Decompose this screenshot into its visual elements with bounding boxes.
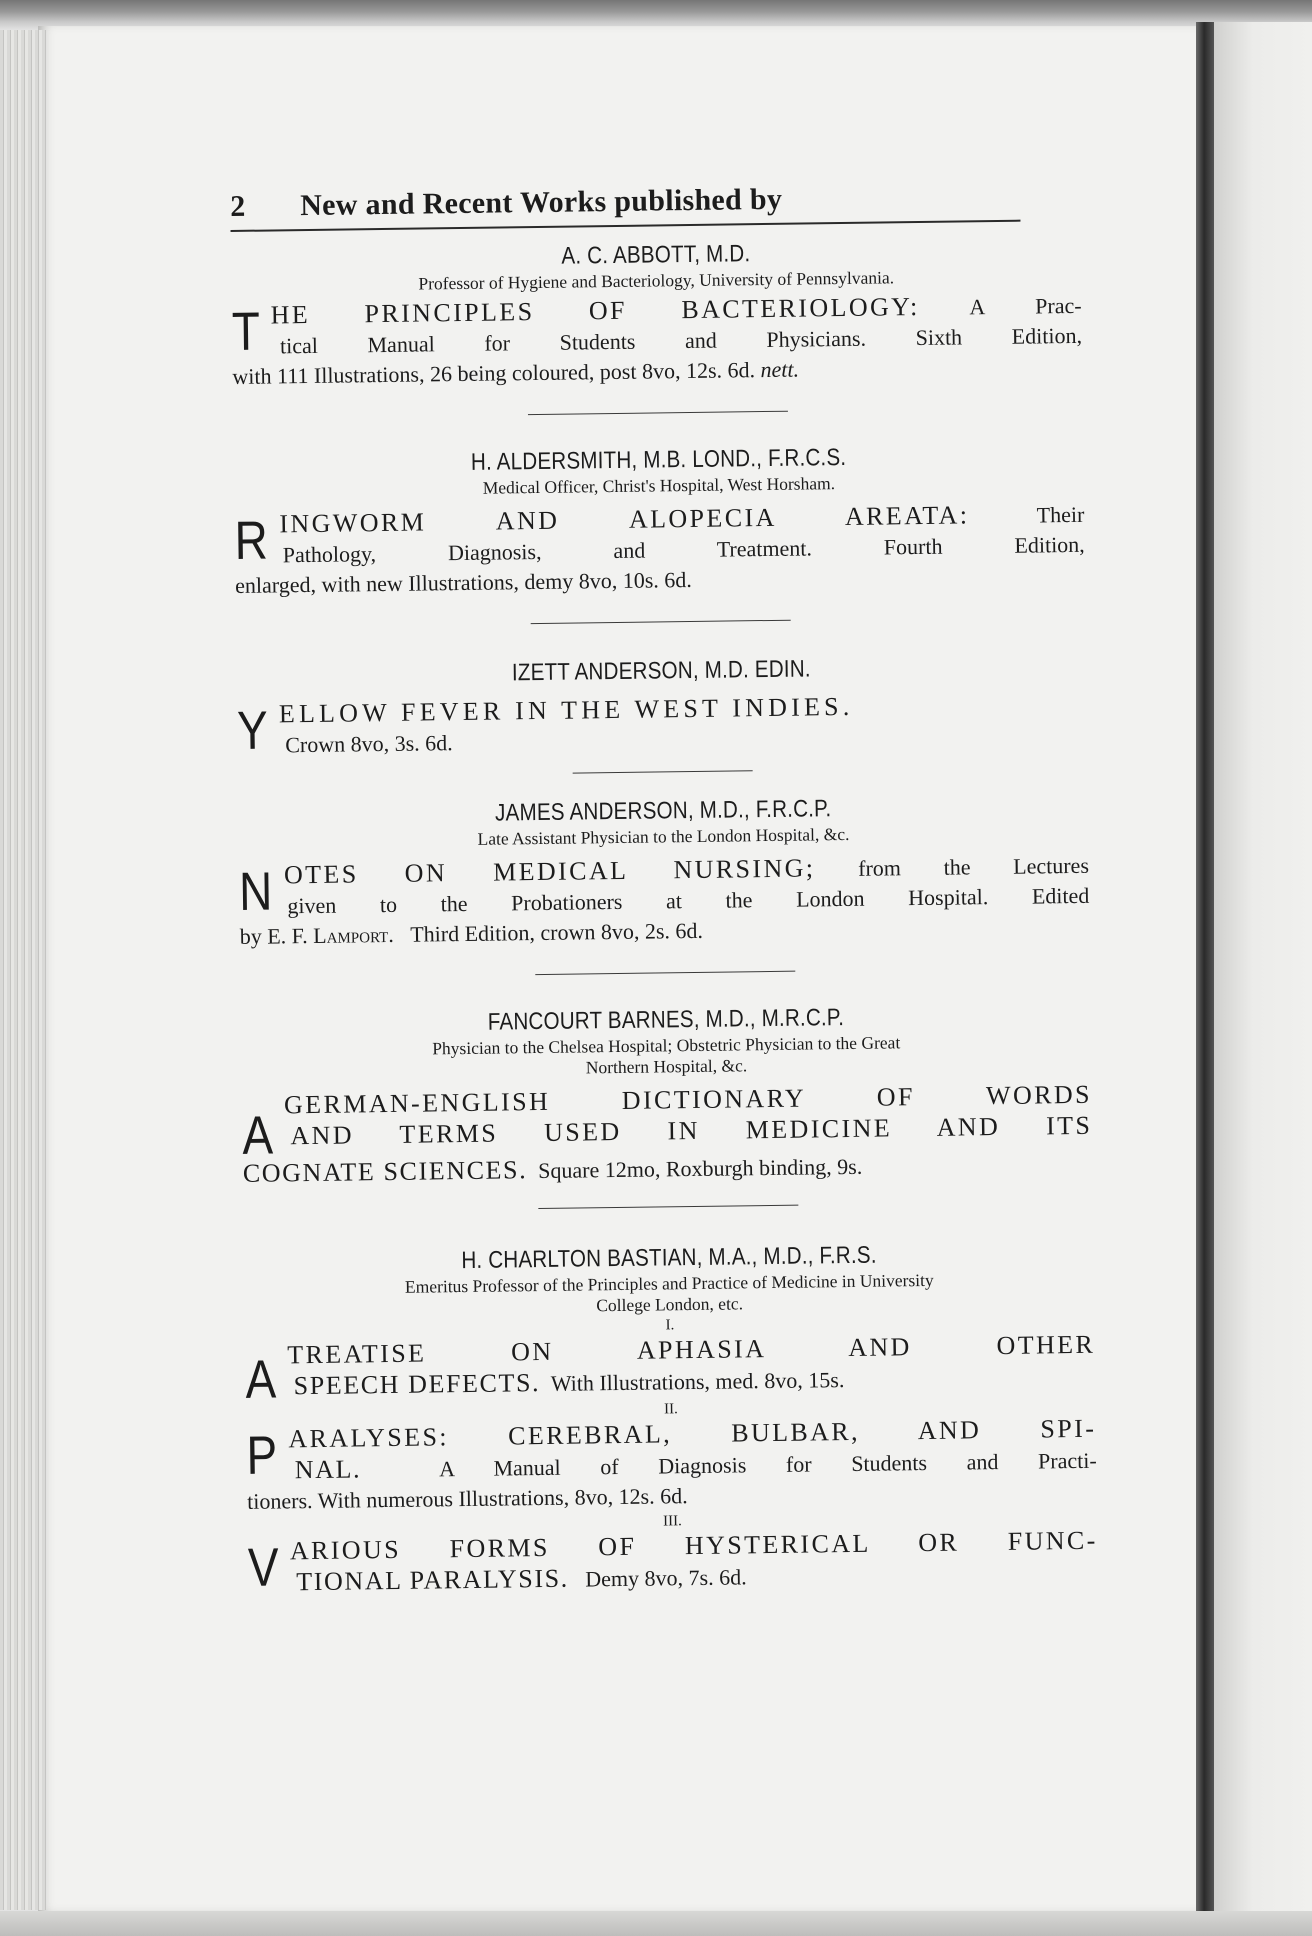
book-details: with 111 Illustrations, 26 being coloured, post 8vo, 12s. 6d. [232, 357, 756, 389]
book-details: With Illustrations, med. 8vo, 15s. [550, 1367, 845, 1396]
book-listing [234, 499, 1085, 601]
section-divider [535, 971, 795, 975]
book-description: A Prac- [969, 292, 1082, 320]
drop-cap: V [247, 1537, 280, 1598]
author-affiliation: Late Assistant Physician to the London Hospital, &c. [477, 823, 850, 849]
drop-cap: P [246, 1425, 278, 1486]
book-listing [242, 1080, 1093, 1190]
running-head [230, 180, 1020, 232]
author-affiliation: Professor of Hygiene and Bacteriology, University of Pennsylvania. [418, 267, 895, 294]
book-title-cont: NAL. [294, 1454, 362, 1485]
book-title: GERMAN-ENGLISH DICTIONARY OF WORDS [283, 1079, 1093, 1120]
author-affiliation: Emeritus Professor of the Principles and Practice of Medicine in University [404, 1269, 934, 1297]
author-affiliation-cont: Northern Hospital, &c. [585, 1055, 748, 1078]
book-title: HE PRINCIPLES OF BACTERIOLOGY: [270, 291, 920, 330]
entry-bastian [244, 1238, 1099, 1599]
book-details: Demy 8vo, 7s. 6d. [585, 1564, 747, 1592]
book-description-line: Pathology, Diagnosis, and Treatment. Fourth Edition, [282, 531, 1085, 568]
book-title: OTES ON MEDICAL NURSING; [283, 853, 816, 890]
book-description-line: given to the Probationers at the London Hospital. Edited [287, 882, 1090, 919]
page-number: 2 [230, 189, 246, 223]
book-gutter [1196, 22, 1214, 1912]
drop-cap: R [234, 510, 269, 571]
drop-cap: A [241, 1105, 274, 1166]
book-title-cont: AND TERMS USED IN MEDICINE AND ITS [290, 1110, 1093, 1151]
author-name: A. C. ABBOTT, M.D. [561, 240, 751, 270]
book-title-cont: SPEECH DEFECTS. [293, 1368, 541, 1401]
author-affiliation: Physician to the Chelsea Hospital; Obstetric Physician to the Great [432, 1032, 901, 1059]
book-title-cont: TIONAL PARALYSIS. [296, 1563, 569, 1597]
editor-prefix: by E. F. [239, 923, 308, 949]
book-description: A Manual of Diagnosis for Students and Practi- [439, 1447, 1097, 1482]
book-description: from the Lectures [857, 852, 1090, 881]
book-title: ARALYSES: CEREBRAL, BULBAR, AND SPI- [288, 1413, 1097, 1454]
book-listing [248, 1526, 1099, 1599]
book-details: tioners. With numerous Illustrations, 8vo, 12s. 6d. [247, 1483, 688, 1514]
author-affiliation-cont: College London, etc. [596, 1293, 744, 1316]
volume-numeral: II. [664, 1401, 678, 1418]
drop-cap: Y [236, 700, 269, 761]
volume-numeral: III. [662, 1513, 682, 1530]
scan-bottom-edge [0, 1911, 1312, 1936]
author-name: IZETT ANDERSON, M.D. EDIN. [511, 655, 811, 687]
book-details: enlarged, with new Illustrations, demy 8vo, 10s. 6d. [235, 566, 692, 598]
book-listing [246, 1414, 1097, 1517]
entry-fancourt-barnes [241, 1000, 1093, 1190]
author-name: H. ALDERSMITH, M.B. LOND., F.R.C.S. [470, 443, 847, 476]
page-edges [0, 30, 46, 1910]
section-divider [531, 620, 791, 624]
volume-numeral: I. [665, 1317, 675, 1334]
author-name: FANCOURT BARNES, M.D., M.R.C.P. [487, 1004, 845, 1036]
editor-name: Lamport. [313, 921, 394, 948]
entry-aldersmith [233, 440, 1085, 601]
section-divider [528, 411, 788, 415]
book-details: Crown 8vo, 3s. 6d. [285, 730, 453, 758]
book-listing [237, 689, 1088, 761]
entry-izett-anderson [236, 651, 1087, 761]
section-divider [538, 1205, 798, 1209]
book-listing [231, 290, 1082, 392]
book-title: INGWORM AND ALOPECIA AREATA: [279, 500, 970, 539]
drop-cap: T [231, 301, 261, 362]
book-title-end: COGNATE SCIENCES. [242, 1155, 528, 1188]
entry-abbott [231, 235, 1083, 392]
book-title: TREATISE ON APHASIA AND OTHER [287, 1329, 1096, 1370]
book-title: ARIOUS FORMS OF HYSTERICAL OR FUNC- [289, 1525, 1098, 1566]
page-content [230, 179, 1098, 1599]
book-title: ELLOW FEVER IN THE WEST INDIES. [278, 691, 854, 729]
section-divider [573, 770, 753, 773]
running-head-title: New and Recent Works published by [299, 182, 783, 223]
author-affiliation: Medical Officer, Christ's Hospital, West Horsham. [482, 473, 836, 498]
author-name: H. CHARLTON BASTIAN, M.A., M.D., F.R.S. [461, 1241, 877, 1275]
book-details: Square 12mo, Roxburgh binding, 9s. [538, 1153, 863, 1184]
book-listing [239, 850, 1090, 952]
book-description: Their [1036, 501, 1085, 528]
drop-cap: A [245, 1349, 277, 1410]
facing-page [1214, 22, 1312, 1912]
author-name: JAMES ANDERSON, M.D., F.R.C.P. [494, 795, 832, 827]
book-description-line: tical Manual for Students and Physicians. Sixth Edition, [279, 322, 1083, 359]
book-details: Third Edition, crown 8vo, 2s. 6d. [410, 917, 704, 947]
price-qualifier: nett. [760, 356, 800, 383]
drop-cap: N [238, 861, 273, 922]
entry-james-anderson [238, 791, 1090, 952]
